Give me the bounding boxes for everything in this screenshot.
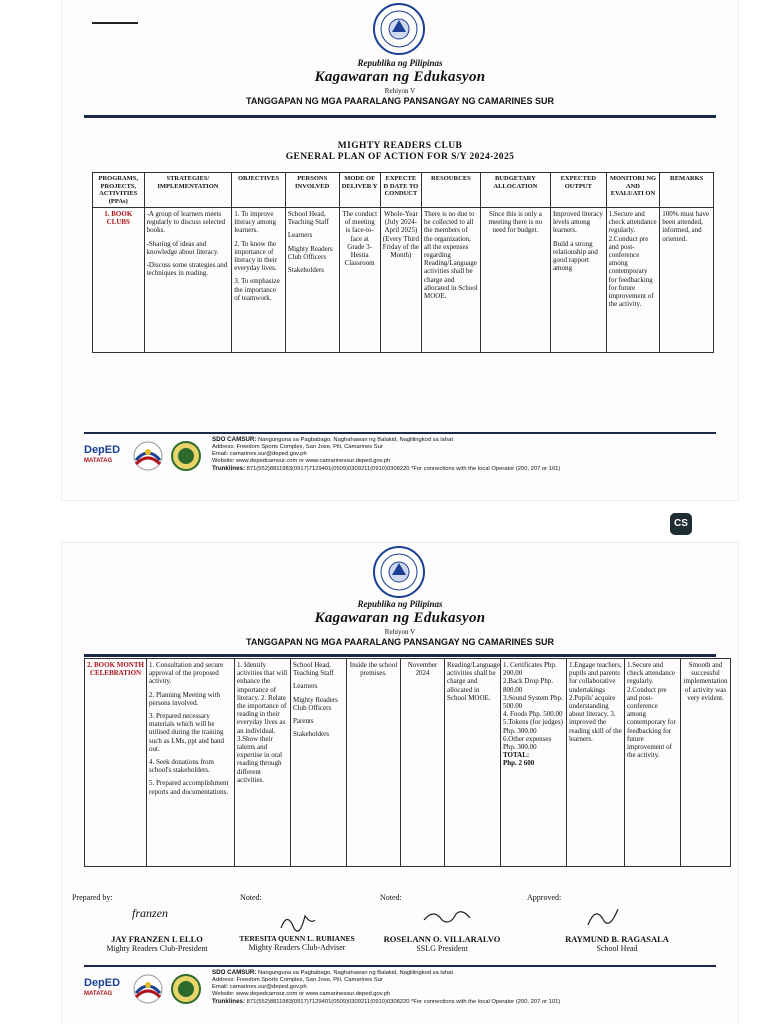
output-cell: 1.Engage teachers, pupils and parents for collaborative undertakings 2.Pupils' acquire understanding about literacy. 3. improved the reading skill of the learners. [567,659,625,867]
sdo-camsur-seal-icon [170,440,202,472]
person-item: Learners [287,231,313,240]
republika-text: Republika ng Pilipinas [357,58,443,68]
strategy-item: 4. Seek donations from school's stakeholders. [149,758,214,775]
footer-logos [84,440,202,472]
objective-item: 1. To improve literacy among learners. [234,210,277,235]
objective-item: 2. To know the importance of literacy in their everyday lives. [234,239,277,273]
strategy-item: 3. Prepared necessary materials which will be utilised during the training such as LMs, ppt and hand out. [149,712,225,753]
footer-logos [84,973,202,1005]
rehiyon-text: Rehiyon V [384,628,416,636]
budget-item: 2.Back Drop Php. 800.00 [503,677,554,694]
signatory-name: ROSELANN O. VILLARALVO [383,934,501,944]
signatory-name: JAY FRANZEN L ELLO [111,934,203,944]
budget-item: 6.Other expenses Php. 300.00 [503,734,552,752]
plan-table-page-2 [84,658,731,867]
footer-website: Website: www.depedcamsur.com or www.camarinessur.deped.gov.ph [212,991,391,997]
person-item: Stakeholders [293,730,330,739]
objective-item: 3. To emphasize the importance of teamwork. [234,277,280,302]
deped-logo [84,978,126,1000]
col-header: RESOURCES [422,173,481,208]
footer-sdo-label: SDO CAMSUR: [212,436,257,443]
signature-mark-icon [422,906,472,928]
noted-label: Noted: [240,893,262,902]
signatory-role: Mighty Readers Club-President [106,944,208,953]
col-header: OBJECTIVES [232,173,286,208]
prepared-by-label: Prepared by: [72,893,113,902]
person-item: Parents [293,717,314,726]
plan-title: GENERAL PLAN OF ACTION FOR S/Y 2024-2025 [285,152,515,162]
footer-rule [84,965,716,967]
signatory-president [82,934,232,953]
kagawaran-text: Kagawaran ng Edukasyon [314,610,486,626]
budget-total-label: TOTAL: [503,751,530,760]
document-page-1 [62,0,738,500]
signature-mark-icon [582,903,622,931]
republika-text: Republika ng Pilipinas [357,599,443,609]
col-header: MODE OF DELIVER Y [339,173,380,208]
matatag-text: MATATAG [84,991,113,997]
persons-cell [291,659,347,867]
col-header: EXPECTED OUTPUT [550,173,606,208]
signatory-sslg [367,934,517,953]
col-header: BUDGETARY ALLOCATION [480,173,550,208]
remarks-cell: Smooth and successful implementation of activity was very evident. [681,659,731,867]
footer-contact [212,969,682,1006]
table-row [93,208,714,353]
strategy-item: -Discuss some strategies and techniques in reading. [146,261,228,278]
budget-cell: Since this is only a meeting there is no need for budget. [480,208,550,353]
footer-sdo-label: SDO CAMSUR: [212,969,257,976]
col-header: REMARKS [660,173,714,208]
footer-address: Address: Freedom Sports Complex, San Jose, Pili, Camarines Sur [212,977,383,983]
footer-trunklines: 871(552)8811983(0917)7129401(0509)0309211(0910)0308220 *For connections with the local Operator (200, 207 or 101) [246,999,561,1005]
objectives-cell: 1. Identify activities that will enhance the importance of literacy. 2. Relate the importance of reading in their everyday lives as an individual. 3.Show their talents and expertise in oral reading through different activities. [235,659,291,867]
col-header: MONITORI NG AND EVALUATI ON [606,173,660,208]
col-header: PERSONS INVOLVED [285,173,339,208]
ppa-cell: 2. BOOK MONTH CELEBRATION [85,659,147,867]
col-header: STRATEGIES/ IMPLEMENTATION [144,173,232,208]
deped-seal-icon [372,545,426,599]
footer-address: Address: Freedom Sports Complex, San Jose, Pili, Camarines Sur [212,444,383,450]
remarks-cell: 100% must have been attended, informed, and oriented. [660,208,714,353]
sdo-camsur-seal-icon [170,973,202,1005]
budget-total-value: Php. 2 600 [503,759,535,768]
club-title: MIGHTY READERS CLUB [337,141,463,151]
signature-scrawl: franzen [132,906,168,920]
footer-tagline: Nangunguna sa Pagbabago, Naghahawan ng Balakid, Naglilingkod sa lahat [257,970,453,976]
rehiyon-text: Rehiyon V [384,87,416,95]
col-header: PROGRAMS, PROJECTS, ACTIVITIES (PPAs) [93,173,145,208]
signatory-adviser [222,934,372,952]
signatory-role: SSLG President [416,944,468,953]
deped-logo-text: DepED [84,977,121,989]
signatory-role: School Head [596,944,638,953]
person-item: Stakeholders [287,266,325,275]
person-item: School Head, Teaching Staff [287,210,329,227]
footer-email: Email: camarines.sur@deped.gov.ph [212,451,307,457]
signatory-name: TERESITA QUENN L. RUBIANES [239,934,355,943]
signatory-school-head [542,934,692,953]
monitoring-cell: 1.Secure and check attendance regularly. 2.Conduct pre and post-conference among contemporary for feedbacking for future improvement of the activity. [606,208,660,353]
output-item: Improved literacy levels among learners. [552,210,603,235]
person-item: School Head, Teaching Staff [293,661,334,678]
header-rule [84,115,716,118]
document-page-2 [62,543,738,1024]
budget-item: 5.Tokens (for judges) Php. 300.00 [503,718,563,735]
footer-email: Email: camarines.sur@deped.gov.ph [212,984,307,990]
resources-cell: There is no due to be collected to all the members of the organization, all the expenses regarding Reading/Language activities shall be charge and allocated in School MOOE. [422,208,481,353]
strategies-cell [147,659,235,867]
output-cell [550,208,606,353]
ppa-cell: 1. BOOK CLUBS [93,208,145,353]
footer-tagline: Nangunguna sa Pagbabago, Naghahawan ng Balakid, Naglilingkod sa lahat [257,437,453,443]
strategy-item: 1. Consultation and secure approval of the proposed activity. [149,661,224,686]
header-rule [84,654,716,657]
table-row [85,659,731,867]
person-item: Mighty Readers Club Officers [287,244,333,261]
col-header: EXPECTE D DATE TO CONDUCT [380,173,421,208]
budget-cell [501,659,567,867]
tanggapan-text: TANGGAPAN NG MGA PAARALANG PANSANGAY NG CAMARINES SUR [245,637,554,647]
matatag-text: MATATAG [84,458,113,464]
deped-logo-text: DepED [84,444,121,456]
tanggapan-text: TANGGAPAN NG MGA PAARALANG PANSANGAY NG CAMARINES SUR [245,96,554,106]
person-item: Learners [293,682,318,691]
plan-table-page-1 [92,172,714,353]
budget-item: 3.Sound System Php. 500.00 [503,693,563,711]
budget-item: 1. Certificates Php. 200.00 [503,661,557,678]
date-cell: November 2024 [401,659,445,867]
footer-website: Website: www.depedcamsur.com or www.camarinessur.deped.gov.ph [212,458,391,464]
strategy-item: -A group of learners meets regularly to discuss selected books. [146,210,226,235]
bagong-pilipinas-logo-icon [132,973,164,1005]
footer-trunk-label: Trunklines: [212,465,246,472]
strategy-item: -Sharing of ideas and knowledge about literacy. [146,239,219,256]
noted-label: Noted: [380,893,402,902]
date-cell: Whole-Year (July 2024-April 2025) (Every Third Friday of the Month) [380,208,421,353]
table-header-row [93,173,714,208]
objectives-cell [232,208,286,353]
camscanner-badge[interactable]: CS [670,513,692,535]
mode-cell: Inside the school premises. [347,659,401,867]
bagong-pilipinas-logo-icon [132,440,164,472]
signature-mark-icon [277,910,317,934]
footer-trunk-label: Trunklines: [212,998,246,1005]
deped-seal-icon [372,2,426,56]
approved-label: Approved: [527,893,562,902]
strategies-cell [144,208,232,353]
output-item: Build a strong relationship and good rapport among [552,239,598,273]
deped-logo [84,445,126,467]
signatory-name: RAYMUND B. RAGASALA [565,934,669,944]
resources-cell: Reading/Language activities shall be charge and allocated in School MOOE. [445,659,501,867]
strategy-item: 2. Planning Meeting with persons involved. [149,690,221,707]
footer-rule [84,432,716,434]
footer-trunklines: 871(552)8811983(0917)7129401(0509)0309211(0910)0308220 *For connections with the local Operator (200, 207 or 101) [246,466,561,472]
strategy-item: 5. Prepared accomplishment reports and documentations. [149,779,229,796]
scan-mark [92,22,138,24]
kagawaran-text: Kagawaran ng Edukasyon [314,69,486,85]
footer-contact [212,436,682,473]
budget-item: 4. Foods Php. 500.00 [503,710,563,719]
monitoring-cell: 1.Secure and check attendance regularly. 2.Conduct pre and post-conference among contemporary for feedbacking for future improvement of the activity. [625,659,681,867]
person-item: Mighty Readers Club Officers [293,695,338,712]
persons-cell [285,208,339,353]
signatory-role: Mighty Readers Club-Adviser [248,943,346,952]
mode-cell: The conduct of meeting is face-to-face at Grade 3-Hestia Classroom [339,208,380,353]
